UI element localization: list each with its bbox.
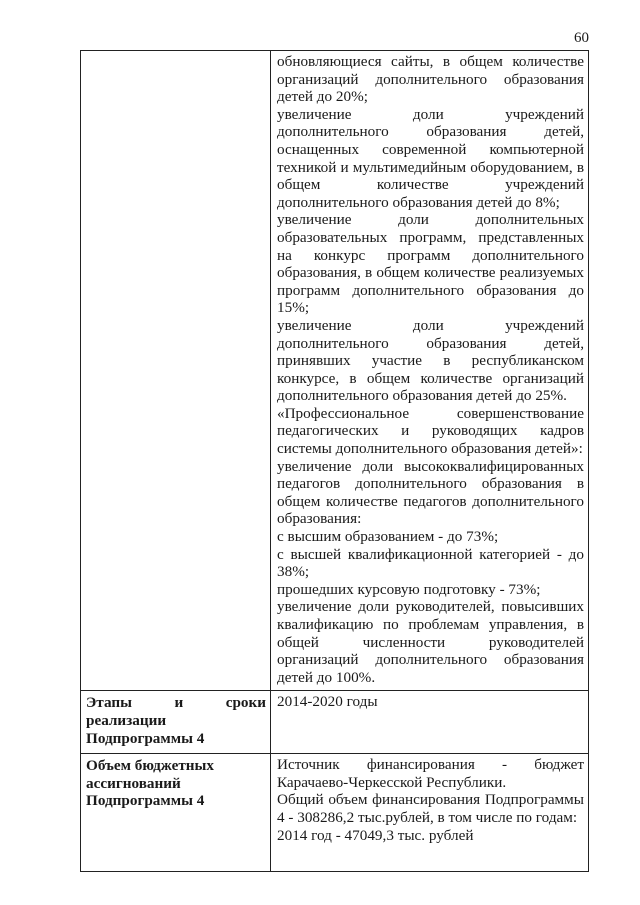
indicator-paragraph: увеличение доли дополнительных образовательных программ, представленных на конкурс программ дополнительного образования, в общем количестве реализуемых программ дополнительного образования до 15%;: [277, 211, 584, 317]
indicator-paragraph: «Профессиональное совершенствование педагогических и руководящих кадров системы дополнительного образования детей»:: [277, 404, 584, 458]
budget-content-cell: [271, 754, 589, 872]
table-row-budget: [81, 754, 589, 872]
budget-label: Объем бюджетных ассигнований Подпрограммы 4: [81, 754, 271, 872]
indicator-paragraph: увеличение доли высококвалифицированных педагогов дополнительного образования в общем количестве педагогов дополнительного образования:: [277, 457, 584, 528]
budget-paragraph: 2014 год - 47049,3 тыс. рублей: [277, 826, 474, 844]
indicator-paragraph: с высшей квалификационной категорией - до 38%;: [277, 545, 584, 581]
subprogram-passport-table: [80, 50, 589, 872]
indicator-paragraph: увеличение доли учреждений дополнительного образования детей, оснащенных современной компьютерной техникой и мультимедийным оборудованием, в общем количестве учреждений дополнительного образования детей до 8%;: [277, 105, 584, 211]
budget-paragraph: Общий объем финансирования Подпрограммы 4 - 308286,2 тыс.рублей, в том числе по годам:: [277, 791, 584, 826]
stages-label: Этапы и сроки реализации Подпрограммы 4: [81, 691, 271, 754]
budget-paragraph: Источник финансирования - бюджет Карачаево-Черкесской Республики.: [277, 756, 584, 791]
indicators-content-cell: [271, 51, 589, 691]
table-row-stages: [81, 691, 589, 754]
indicator-paragraph: увеличение доли учреждений дополнительного образования детей, принявших участие в республиканском конкурсе, в общем количестве организаций дополнительного образования детей до 25%.: [277, 316, 584, 405]
stages-value: 2014-2020 годы: [271, 691, 589, 754]
indicators-label-cell: [81, 51, 271, 691]
indicator-paragraph: обновляющиеся сайты, в общем количестве организаций дополнительного образования детей до 20%;: [277, 53, 584, 106]
indicator-paragraph: с высшим образованием - до 73%;: [277, 528, 499, 546]
indicator-paragraph: прошедших курсовую подготовку - 73%;: [277, 580, 541, 598]
page-number: 60: [574, 30, 589, 46]
indicator-paragraph: увеличение доли руководителей, повысивших квалификацию по проблемам управления, в общей численности руководителей организаций дополнительного образования детей до 100%.: [277, 598, 584, 686]
table-row-indicators: [81, 51, 589, 691]
